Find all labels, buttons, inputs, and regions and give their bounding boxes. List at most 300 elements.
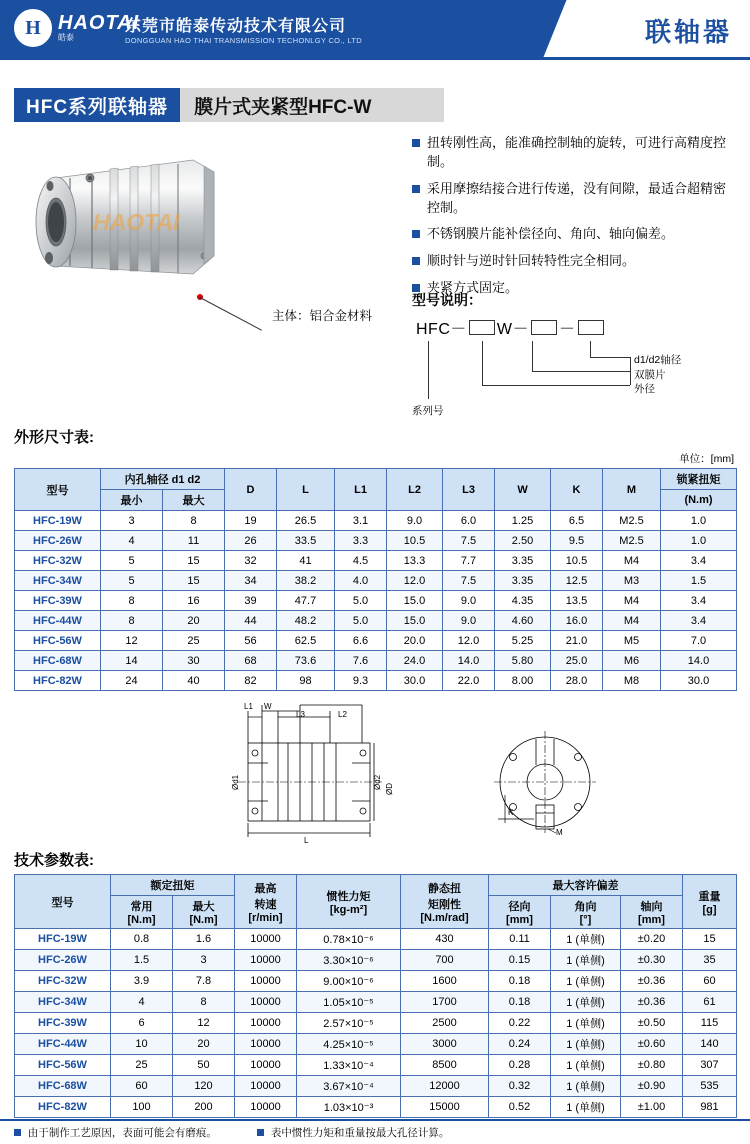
cell-D: 26 bbox=[225, 531, 277, 551]
series-title: HFC系列联轴器 bbox=[14, 88, 180, 122]
cell-L3: 9.0 bbox=[443, 611, 495, 631]
tech-col-dev-radial-l1: 径向 bbox=[508, 901, 531, 913]
cell-min: 8 bbox=[101, 591, 163, 611]
cell-K: 21.0 bbox=[551, 631, 603, 651]
cell-dev-radial: 0.11 bbox=[489, 929, 551, 950]
cell-W: 1.25 bbox=[495, 511, 551, 531]
cell-stiffness: 12000 bbox=[401, 1076, 489, 1097]
cell-dev-radial: 0.24 bbox=[489, 1034, 551, 1055]
cell-D: 56 bbox=[225, 631, 277, 651]
footnotes bbox=[0, 1119, 750, 1144]
cell-L1: 9.3 bbox=[335, 671, 387, 691]
leader-v-film bbox=[532, 341, 533, 371]
svg-text:L2: L2 bbox=[338, 710, 347, 719]
cell-min: 8 bbox=[101, 611, 163, 631]
model-code-row bbox=[416, 316, 742, 339]
cell-min: 3 bbox=[101, 511, 163, 531]
cell-L2: 10.5 bbox=[387, 531, 443, 551]
cell-torque: 1.5 bbox=[661, 571, 737, 591]
cell-rated-normal: 10 bbox=[111, 1034, 173, 1055]
cell-W: 3.35 bbox=[495, 551, 551, 571]
cell-dev-radial: 0.28 bbox=[489, 1055, 551, 1076]
tech-col-inertia-l2: [kg-m²] bbox=[329, 903, 368, 916]
tech-col-deviation-group: 最大容许偏差 bbox=[489, 875, 683, 896]
cell-D: 82 bbox=[225, 671, 277, 691]
cell-rated-normal: 60 bbox=[111, 1076, 173, 1097]
cell-rated-max: 8 bbox=[173, 992, 235, 1013]
cell-dev-axial: ±0.80 bbox=[621, 1055, 683, 1076]
cell-dev-radial: 0.22 bbox=[489, 1013, 551, 1034]
cell-L: 62.5 bbox=[277, 631, 335, 651]
leader-v-outer bbox=[482, 341, 483, 385]
cell-max: 20 bbox=[163, 611, 225, 631]
cell-L3: 12.0 bbox=[443, 631, 495, 651]
feature-text: 不锈钢膜片能补偿径向、角向、轴向偏差。 bbox=[427, 226, 675, 242]
cell-L: 47.7 bbox=[277, 591, 335, 611]
svg-text:W: W bbox=[264, 702, 272, 711]
cell-dev-axial: ±0.20 bbox=[621, 929, 683, 950]
series-subtitle: 膜片式夹紧型HFC-W bbox=[180, 88, 444, 122]
cell-rated-max: 1.6 bbox=[173, 929, 235, 950]
tech-col-dev-radial bbox=[489, 896, 551, 929]
cell-L1: 3.3 bbox=[335, 531, 387, 551]
cell-weight: 35 bbox=[683, 950, 737, 971]
product-section bbox=[0, 122, 750, 422]
cell-max: 11 bbox=[163, 531, 225, 551]
table-row bbox=[15, 531, 737, 551]
cell-M: M2.5 bbox=[603, 511, 661, 531]
table-row bbox=[15, 1055, 737, 1076]
tech-col-dev-radial-l2: [mm] bbox=[506, 914, 533, 926]
feature-text: 夹紧方式固定。 bbox=[427, 280, 519, 296]
tech-header-row-1 bbox=[15, 875, 737, 896]
cell-rated-normal: 6 bbox=[111, 1013, 173, 1034]
cell-model: HFC-19W bbox=[15, 929, 111, 950]
table-row bbox=[15, 929, 737, 950]
cell-L3: 7.5 bbox=[443, 531, 495, 551]
cell-stiffness: 1600 bbox=[401, 971, 489, 992]
bullet-square-icon bbox=[412, 185, 420, 193]
cell-model: HFC-32W bbox=[15, 551, 101, 571]
model-dash: － bbox=[559, 321, 576, 338]
dim-col-bore-group: 内孔轴径 d1 d2 bbox=[101, 469, 225, 490]
svg-text:L3: L3 bbox=[296, 710, 305, 719]
cell-inertia: 3.67×10⁻⁴ bbox=[297, 1076, 401, 1097]
cell-L: 33.5 bbox=[277, 531, 335, 551]
cell-model: HFC-34W bbox=[15, 571, 101, 591]
model-box-film bbox=[531, 320, 557, 335]
cell-K: 9.5 bbox=[551, 531, 603, 551]
dim-col-bore-min: 最小 bbox=[101, 490, 163, 511]
table-row bbox=[15, 950, 737, 971]
cell-K: 16.0 bbox=[551, 611, 603, 631]
tech-col-speed bbox=[235, 875, 297, 929]
table-row bbox=[15, 971, 737, 992]
dim-col-torque-group: 锁紧扭矩 bbox=[661, 469, 737, 490]
cell-dev-axial: ±0.30 bbox=[621, 950, 683, 971]
company-name-en: DONGGUAN HAO THAI TRANSMISSION TECHONLGY CO., LTD bbox=[125, 36, 362, 45]
cell-rated-normal: 1.5 bbox=[111, 950, 173, 971]
cell-L2: 15.0 bbox=[387, 611, 443, 631]
cell-L3: 9.0 bbox=[443, 591, 495, 611]
svg-text:Ød1: Ød1 bbox=[231, 774, 240, 790]
cell-D: 44 bbox=[225, 611, 277, 631]
cell-rated-max: 3 bbox=[173, 950, 235, 971]
cell-D: 32 bbox=[225, 551, 277, 571]
label-outer: 外径 bbox=[634, 383, 655, 395]
coupling-photo bbox=[18, 138, 263, 303]
leader-v-right bbox=[630, 357, 631, 385]
cell-dev-axial: ±0.90 bbox=[621, 1076, 683, 1097]
cell-dev-radial: 0.52 bbox=[489, 1097, 551, 1118]
cell-K: 13.5 bbox=[551, 591, 603, 611]
cell-L1: 5.0 bbox=[335, 591, 387, 611]
cell-weight: 15 bbox=[683, 929, 737, 950]
cell-model: HFC-39W bbox=[15, 1013, 111, 1034]
cell-L2: 20.0 bbox=[387, 631, 443, 651]
cell-inertia: 3.30×10⁻⁶ bbox=[297, 950, 401, 971]
cell-min: 12 bbox=[101, 631, 163, 651]
leader-v-series bbox=[428, 341, 429, 399]
dim-table-unit-note: 单位：[mm] bbox=[679, 453, 734, 465]
cell-torque: 3.4 bbox=[661, 551, 737, 571]
cell-dev-angular: 1 (单侧) bbox=[551, 971, 621, 992]
cell-rated-max: 200 bbox=[173, 1097, 235, 1118]
cell-weight: 981 bbox=[683, 1097, 737, 1118]
cell-weight: 140 bbox=[683, 1034, 737, 1055]
cell-speed: 10000 bbox=[235, 992, 297, 1013]
tech-col-weight-l2: [g] bbox=[702, 903, 717, 916]
footnote-text: 表中惯性力矩和重量按最大孔径计算。 bbox=[270, 1127, 450, 1139]
cell-torque: 14.0 bbox=[661, 651, 737, 671]
cell-dev-angular: 1 (单侧) bbox=[551, 929, 621, 950]
tech-col-model: 型号 bbox=[15, 875, 111, 929]
tech-col-rated-normal bbox=[111, 896, 173, 929]
feature-list bbox=[412, 134, 732, 306]
logo-circle-icon bbox=[14, 9, 52, 47]
svg-text:M: M bbox=[556, 828, 563, 837]
dimension-table-body bbox=[15, 511, 737, 691]
footnote-square-icon bbox=[257, 1129, 264, 1136]
cell-torque: 30.0 bbox=[661, 671, 737, 691]
cell-K: 25.0 bbox=[551, 651, 603, 671]
cell-M: M6 bbox=[603, 651, 661, 671]
cell-L1: 4.0 bbox=[335, 571, 387, 591]
footnote-item bbox=[257, 1125, 449, 1140]
cell-dev-angular: 1 (单侧) bbox=[551, 1097, 621, 1118]
logo-brand: HAOTAI bbox=[58, 11, 140, 34]
cell-W: 4.35 bbox=[495, 591, 551, 611]
logo-initial: H bbox=[25, 16, 41, 39]
model-mid: W－ bbox=[496, 321, 529, 338]
feature-item bbox=[412, 252, 732, 271]
cell-L3: 6.0 bbox=[443, 511, 495, 531]
cell-K: 6.5 bbox=[551, 511, 603, 531]
cell-dev-angular: 1 (单侧) bbox=[551, 992, 621, 1013]
tech-col-dev-axial bbox=[621, 896, 683, 929]
cell-model: HFC-39W bbox=[15, 591, 101, 611]
cell-dev-axial: ±0.50 bbox=[621, 1013, 683, 1034]
tech-col-speed-l2: 转速 bbox=[254, 898, 277, 911]
cell-rated-normal: 25 bbox=[111, 1055, 173, 1076]
table-row bbox=[15, 992, 737, 1013]
tech-col-rated-group: 额定扭矩 bbox=[111, 875, 235, 896]
cell-dev-angular: 1 (单侧) bbox=[551, 1055, 621, 1076]
cell-dev-axial: ±0.60 bbox=[621, 1034, 683, 1055]
cell-L: 41 bbox=[277, 551, 335, 571]
cell-max: 40 bbox=[163, 671, 225, 691]
cell-speed: 10000 bbox=[235, 1013, 297, 1034]
cell-inertia: 9.00×10⁻⁶ bbox=[297, 971, 401, 992]
tech-col-rated-max-l2: [N.m] bbox=[189, 914, 218, 926]
bullet-square-icon bbox=[412, 230, 420, 238]
tech-col-stiffness bbox=[401, 875, 489, 929]
cell-model: HFC-68W bbox=[15, 1076, 111, 1097]
tech-col-dev-axial-l1: 轴向 bbox=[640, 901, 663, 913]
cell-M: M4 bbox=[603, 551, 661, 571]
cell-rated-max: 12 bbox=[173, 1013, 235, 1034]
label-bore: d1/d2轴径 bbox=[634, 354, 682, 366]
tech-col-dev-angular-l1: 角向 bbox=[574, 901, 597, 913]
cell-model: HFC-44W bbox=[15, 1034, 111, 1055]
feature-item bbox=[412, 225, 732, 244]
tech-table-heading: 技术参数表: bbox=[14, 852, 94, 869]
leader-v-bore bbox=[590, 341, 591, 357]
cell-rated-max: 7.8 bbox=[173, 971, 235, 992]
table-row bbox=[15, 591, 737, 611]
cell-rated-normal: 0.8 bbox=[111, 929, 173, 950]
cell-weight: 60 bbox=[683, 971, 737, 992]
cell-L3: 14.0 bbox=[443, 651, 495, 671]
cell-weight: 535 bbox=[683, 1076, 737, 1097]
cell-dev-radial: 0.32 bbox=[489, 1076, 551, 1097]
feature-text: 顺时针与逆时针回转特性完全相同。 bbox=[427, 253, 636, 269]
material-caption: 主体：铝合金材料 bbox=[272, 309, 373, 323]
table-row bbox=[15, 651, 737, 671]
table-row bbox=[15, 671, 737, 691]
tech-col-inertia bbox=[297, 875, 401, 929]
cell-L2: 13.3 bbox=[387, 551, 443, 571]
cell-D: 68 bbox=[225, 651, 277, 671]
cell-min: 5 bbox=[101, 551, 163, 571]
cell-L3: 7.5 bbox=[443, 571, 495, 591]
cell-model: HFC-56W bbox=[15, 631, 101, 651]
tech-col-dev-axial-l2: [mm] bbox=[638, 914, 665, 926]
cell-dev-axial: ±0.36 bbox=[621, 971, 683, 992]
cell-stiffness: 430 bbox=[401, 929, 489, 950]
cell-L1: 7.6 bbox=[335, 651, 387, 671]
tech-col-dev-angular-l2: [°] bbox=[579, 914, 592, 926]
cell-inertia: 1.05×10⁻⁵ bbox=[297, 992, 401, 1013]
cell-model: HFC-19W bbox=[15, 511, 101, 531]
cell-speed: 10000 bbox=[235, 1034, 297, 1055]
dim-col-D: D bbox=[225, 469, 277, 511]
cell-M: M3 bbox=[603, 571, 661, 591]
table-row bbox=[15, 631, 737, 651]
cell-inertia: 4.25×10⁻⁵ bbox=[297, 1034, 401, 1055]
cell-stiffness: 15000 bbox=[401, 1097, 489, 1118]
svg-text:L1: L1 bbox=[244, 702, 253, 711]
cell-speed: 10000 bbox=[235, 971, 297, 992]
model-explanation bbox=[412, 290, 742, 421]
cell-L: 26.5 bbox=[277, 511, 335, 531]
cell-torque: 7.0 bbox=[661, 631, 737, 651]
cell-L1: 3.1 bbox=[335, 511, 387, 531]
cell-rated-normal: 4 bbox=[111, 992, 173, 1013]
cell-L1: 5.0 bbox=[335, 611, 387, 631]
cell-max: 30 bbox=[163, 651, 225, 671]
cell-max: 16 bbox=[163, 591, 225, 611]
bullet-square-icon bbox=[412, 139, 420, 147]
cell-W: 2.50 bbox=[495, 531, 551, 551]
tech-col-stiffness-l1: 静态扭 bbox=[428, 882, 461, 895]
cell-W: 5.80 bbox=[495, 651, 551, 671]
cell-model: HFC-34W bbox=[15, 992, 111, 1013]
svg-text:HAOTAI: HAOTAI bbox=[93, 209, 180, 235]
cell-speed: 10000 bbox=[235, 1097, 297, 1118]
cell-L: 73.6 bbox=[277, 651, 335, 671]
cell-M: M2.5 bbox=[603, 531, 661, 551]
cell-K: 12.5 bbox=[551, 571, 603, 591]
cell-rated-max: 50 bbox=[173, 1055, 235, 1076]
cell-weight: 61 bbox=[683, 992, 737, 1013]
cell-model: HFC-82W bbox=[15, 1097, 111, 1118]
drawing-svg bbox=[0, 695, 750, 845]
cell-L1: 4.5 bbox=[335, 551, 387, 571]
footnote-square-icon bbox=[14, 1129, 21, 1136]
table-row bbox=[15, 611, 737, 631]
dim-col-L1: L1 bbox=[335, 469, 387, 511]
cell-dev-angular: 1 (单侧) bbox=[551, 1034, 621, 1055]
cell-speed: 10000 bbox=[235, 950, 297, 971]
tech-col-weight-l1: 重量 bbox=[698, 890, 721, 903]
section-title-bar bbox=[14, 88, 444, 122]
table-row bbox=[15, 1013, 737, 1034]
bullet-square-icon bbox=[412, 257, 420, 265]
cell-K: 28.0 bbox=[551, 671, 603, 691]
cell-W: 8.00 bbox=[495, 671, 551, 691]
cell-min: 24 bbox=[101, 671, 163, 691]
tech-col-rated-normal-l2: [N.m] bbox=[127, 914, 156, 926]
technical-parameters-table bbox=[14, 874, 737, 1118]
cell-stiffness: 3000 bbox=[401, 1034, 489, 1055]
dimension-table bbox=[14, 468, 737, 691]
table-row bbox=[15, 551, 737, 571]
cell-L2: 9.0 bbox=[387, 511, 443, 531]
model-box-bore bbox=[578, 320, 604, 335]
technical-drawing bbox=[0, 695, 750, 845]
cell-L1: 6.6 bbox=[335, 631, 387, 651]
dim-col-L3: L3 bbox=[443, 469, 495, 511]
tech-col-inertia-l1: 惯性力矩 bbox=[326, 890, 371, 903]
cell-model: HFC-26W bbox=[15, 950, 111, 971]
cell-stiffness: 1700 bbox=[401, 992, 489, 1013]
svg-text:Ød2: Ød2 bbox=[373, 774, 382, 790]
cell-W: 5.25 bbox=[495, 631, 551, 651]
model-box-outer bbox=[469, 320, 495, 335]
table-row bbox=[15, 1076, 737, 1097]
dim-table-heading: 外形尺寸表: bbox=[14, 429, 94, 446]
cell-torque: 1.0 bbox=[661, 531, 737, 551]
tech-col-rated-max bbox=[173, 896, 235, 929]
cell-dev-axial: ±0.36 bbox=[621, 992, 683, 1013]
cell-model: HFC-32W bbox=[15, 971, 111, 992]
cell-inertia: 1.03×10⁻³ bbox=[297, 1097, 401, 1118]
cell-stiffness: 2500 bbox=[401, 1013, 489, 1034]
cell-L2: 15.0 bbox=[387, 591, 443, 611]
cell-weight: 115 bbox=[683, 1013, 737, 1034]
table-row bbox=[15, 1034, 737, 1055]
tech-col-weight bbox=[683, 875, 737, 929]
cell-min: 4 bbox=[101, 531, 163, 551]
cell-W: 4.60 bbox=[495, 611, 551, 631]
cell-rated-max: 120 bbox=[173, 1076, 235, 1097]
cell-max: 15 bbox=[163, 571, 225, 591]
cell-rated-normal: 100 bbox=[111, 1097, 173, 1118]
cell-dev-radial: 0.18 bbox=[489, 992, 551, 1013]
cell-model: HFC-44W bbox=[15, 611, 101, 631]
dim-col-W: W bbox=[495, 469, 551, 511]
footnote-text: 由于制作工艺原因，表面可能会有磨痕。 bbox=[27, 1127, 217, 1139]
footnote-item bbox=[14, 1125, 217, 1140]
svg-text:L: L bbox=[304, 836, 309, 845]
cell-max: 8 bbox=[163, 511, 225, 531]
table-row bbox=[15, 571, 737, 591]
cell-min: 5 bbox=[101, 571, 163, 591]
company-name-cn: 东莞市皓泰传动技术有限公司 bbox=[125, 18, 347, 35]
cell-rated-max: 20 bbox=[173, 1034, 235, 1055]
cell-inertia: 1.33×10⁻⁴ bbox=[297, 1055, 401, 1076]
page-header bbox=[0, 0, 750, 60]
tech-col-stiffness-l3: [N.m/rad] bbox=[420, 911, 469, 924]
cell-model: HFC-82W bbox=[15, 671, 101, 691]
dim-col-model: 型号 bbox=[15, 469, 101, 511]
cell-M: M5 bbox=[603, 631, 661, 651]
leader-h-outer bbox=[482, 385, 630, 386]
cell-speed: 10000 bbox=[235, 929, 297, 950]
page-title: 联轴器 bbox=[644, 17, 732, 47]
cell-stiffness: 700 bbox=[401, 950, 489, 971]
cell-D: 34 bbox=[225, 571, 277, 591]
cell-inertia: 0.78×10⁻⁶ bbox=[297, 929, 401, 950]
cell-max: 25 bbox=[163, 631, 225, 651]
cell-D: 19 bbox=[225, 511, 277, 531]
cell-D: 39 bbox=[225, 591, 277, 611]
technical-table-body bbox=[15, 929, 737, 1118]
cell-dev-angular: 1 (单侧) bbox=[551, 950, 621, 971]
dim-col-bore-max: 最大 bbox=[163, 490, 225, 511]
leader-h-film bbox=[532, 371, 630, 372]
cell-L: 38.2 bbox=[277, 571, 335, 591]
company-logo bbox=[14, 9, 139, 47]
cell-dev-axial: ±1.00 bbox=[621, 1097, 683, 1118]
cell-M: M4 bbox=[603, 611, 661, 631]
table-row bbox=[15, 1097, 737, 1118]
model-explanation-title: 型号说明： bbox=[412, 292, 482, 308]
dim-col-K: K bbox=[551, 469, 603, 511]
label-series: 系列号 bbox=[412, 405, 444, 417]
cell-L3: 22.0 bbox=[443, 671, 495, 691]
feature-text: 采用摩擦结接合进行传递，没有间隙，最适合超精密控制。 bbox=[427, 180, 727, 215]
cell-L3: 7.7 bbox=[443, 551, 495, 571]
cell-model: HFC-26W bbox=[15, 531, 101, 551]
cell-max: 15 bbox=[163, 551, 225, 571]
cell-torque: 3.4 bbox=[661, 611, 737, 631]
tech-col-rated-max-l1: 最大 bbox=[192, 901, 215, 913]
cell-dev-angular: 1 (单侧) bbox=[551, 1013, 621, 1034]
feature-item bbox=[412, 134, 732, 172]
svg-text:ØD: ØD bbox=[385, 783, 394, 795]
